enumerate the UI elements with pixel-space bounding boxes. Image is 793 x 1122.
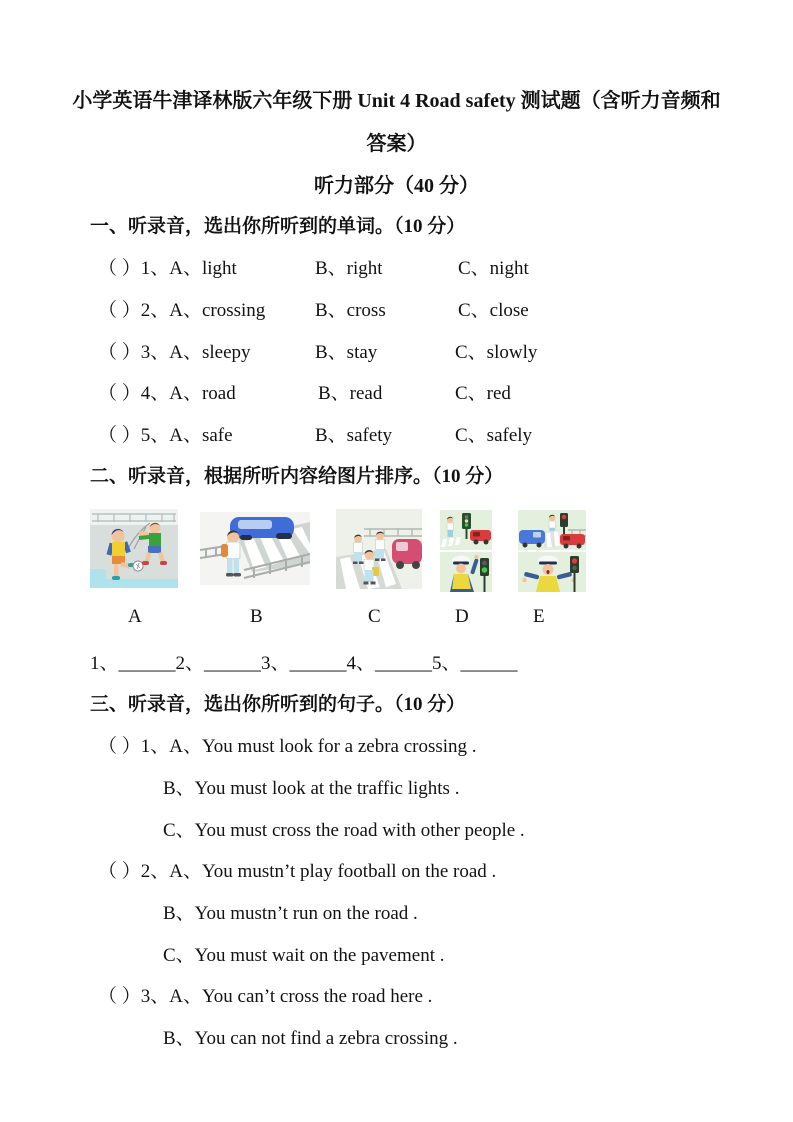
s3-item2-lead: （ ）2、A、You mustn’t play football on the road . [98,861,497,882]
section1-heading: 一、听录音，选出你所听到的单词。（10 分） [90,216,466,237]
s1-item4-option-b: B、read [318,383,383,404]
picture-d-officer-green-light [440,510,492,592]
picture-e-officer-red-light [518,510,586,592]
s1-item2-option-c: C、close [458,300,529,321]
section3-heading: 三、听录音，选出你所听到的句子。（10 分） [90,694,466,715]
s1-item4-lead: （ ）4、A、road [98,383,236,404]
s3-item3-lead: （ ）3、A、You can’t cross the road here . [98,986,433,1007]
s1-item2-lead: （ ）2、A、crossing [98,300,266,321]
s3-item2-option-b: B、You mustn’t run on the road . [163,903,418,924]
s1-item3-option-c: C、slowly [455,342,538,363]
picture-label-c: C [368,606,381,627]
s1-item5-lead: （ ）5、A、safe [98,425,233,446]
picture-b-boy-blue-car-crossing [200,512,310,585]
s1-item5-option-c: C、safely [455,425,533,446]
s1-item1-lead: （ ）1、A、light [98,258,237,279]
ordering-answer-blanks: 1、______2、______3、______4、______5、______ [90,653,518,674]
picture-label-d: D [455,606,469,627]
s1-item2-option-b: B、cross [315,300,386,321]
s1-item3-lead: （ ）3、A、sleepy [98,342,251,363]
picture-c-kids-crossing-red-car [336,509,422,589]
s3-item3-option-b: B、You can not find a zebra crossing . [163,1028,458,1049]
page-title-line2: 答案） [366,133,427,155]
picture-label-a: A [128,606,142,627]
s3-item2-option-c: C、You must wait on the pavement . [163,945,445,966]
picture-label-b: B [250,606,263,627]
listening-part-heading: 听力部分（40 分） [314,175,479,197]
s1-item1-option-b: B、right [315,258,383,279]
picture-a-football-on-road [90,509,178,588]
section2-heading: 二、听录音，根据所听内容给图片排序。（10 分） [90,466,504,487]
s1-item4-option-c: C、red [455,383,511,404]
picture-label-e: E [533,606,545,627]
s3-item1-option-c: C、You must cross the road with other people . [163,820,525,841]
s1-item3-option-b: B、stay [315,342,378,363]
page-title-line1: 小学英语牛津译林版六年级下册 Unit 4 Road safety 测试题（含听力音频和 [72,90,721,112]
s3-item1-option-b: B、You must look at the traffic lights . [163,778,460,799]
s1-item1-option-c: C、night [458,258,529,279]
s3-item1-lead: （ ）1、A、You must look for a zebra crossing . [98,736,477,757]
s1-item5-option-b: B、safety [315,425,393,446]
